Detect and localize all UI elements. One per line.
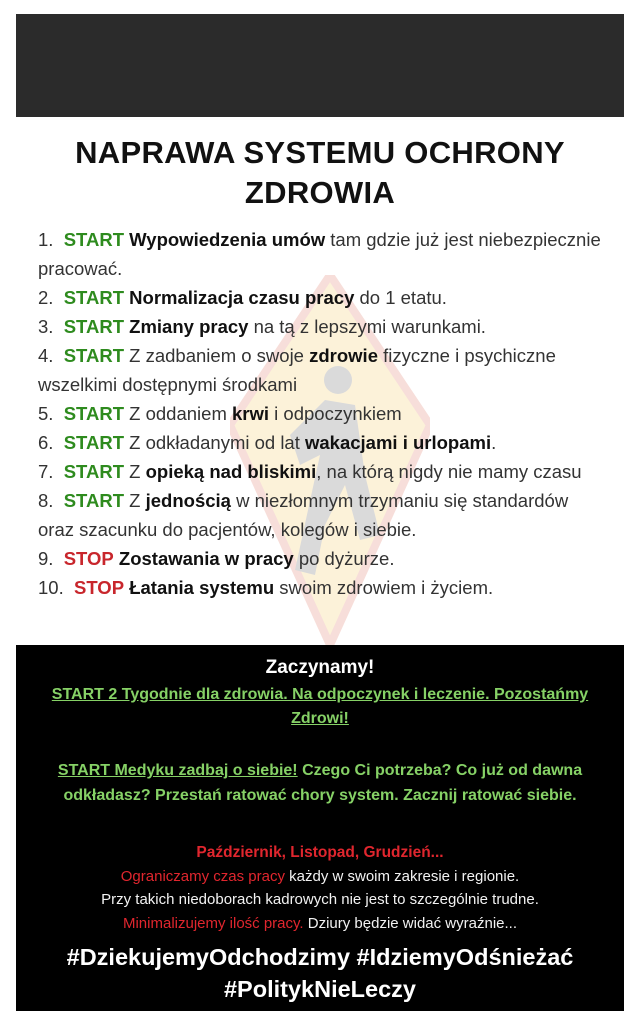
hashtags: #DziekujemyOdchodzimy #IdziemyOdśnieżać #PolitykNieLeczy	[66, 944, 574, 1002]
start-two-weeks-text: START 2 Tygodnie dla zdrowia. Na odpoczynek i leczenie. Pozostańmy Zdrowi!	[51, 686, 589, 727]
stop-tag: STOP	[63, 548, 114, 569]
start-tag: START	[63, 490, 125, 511]
list-item: 4. START Z zadbaniem o swoje zdrowie fizyczne i psychiczne wszelkimi dostępnymi środkami	[38, 345, 556, 395]
action-list	[38, 225, 608, 602]
months-section	[16, 841, 624, 935]
list-item: 5. START Z oddaniem krwi i odpoczynkiem	[38, 403, 402, 424]
page-title: NAPRAWA SYSTEMU OCHRONY ZDROWIA	[75, 135, 565, 210]
start-tag: START	[63, 403, 125, 424]
list-item: 1. START Wypowiedzenia umów tam gdzie już jest niebezpiecznie pracować.	[38, 229, 601, 279]
panel-heading: Zaczynamy!	[265, 657, 375, 678]
list-item: 2. START Normalizacja czasu pracy do 1 etatu.	[38, 287, 447, 308]
start-medic-paragraph: START Medyku zadbaj o siebie! Czego Ci potrzeba? Co już od dawna odkładasz? Przestań ratować chory system. Zacznij ratować siebie.	[57, 762, 583, 804]
list-item: 10. STOP Łatania systemu swoim zdrowiem i życiem.	[38, 577, 494, 598]
stop-tag: STOP	[74, 577, 125, 598]
start-medic-link: START Medyku zadbaj o siebie!	[57, 762, 298, 779]
start-tag: START	[63, 287, 125, 308]
list-item: 9. STOP Zostawania w pracy po dyżurze.	[38, 548, 395, 569]
list-item: 3. START Zmiany pracy na tą z lepszymi warunkami.	[38, 316, 486, 337]
call-to-action-panel	[16, 645, 624, 1011]
limit-work-line: Ograniczamy czas pracy każdy w swoim zakresie i regionie.	[120, 867, 520, 885]
minimize-work-line: Minimalizujemy ilość pracy. Dziury będzie widać wyraźnie...	[122, 914, 517, 932]
months-heading: Październik, Listopad, Grudzień...	[196, 844, 444, 861]
list-item: 7. START Z opieką nad bliskimi, na którą nigdy nie mamy czasu	[38, 461, 582, 482]
start-tag: START	[63, 316, 125, 337]
start-tag: START	[63, 432, 125, 453]
list-item: 8. START Z jednością w niezłomnym trzymaniu się standardów oraz szacunku do pacjentów, kolegów i siebie.	[38, 490, 569, 540]
start-tag: START	[63, 229, 125, 250]
staff-shortage-line: Przy takich niedoborach kadrowych nie jest to szczególnie trudne.	[101, 891, 539, 908]
start-tag: START	[63, 345, 125, 366]
start-tag: START	[63, 461, 125, 482]
top-banner	[16, 14, 624, 117]
list-item: 6. START Z odkładanymi od lat wakacjami i urlopami.	[38, 432, 497, 453]
